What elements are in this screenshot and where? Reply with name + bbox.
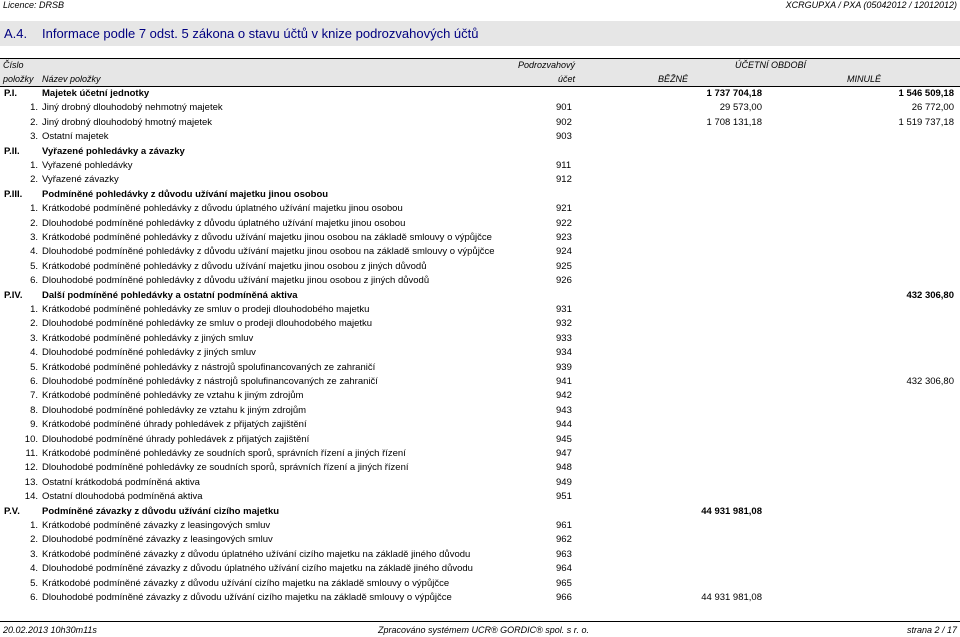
row-name: Podmíněné závazky z důvodu užívání cizího majetku bbox=[42, 505, 280, 517]
section-title-band bbox=[0, 21, 960, 46]
row-number: 1. bbox=[30, 203, 38, 215]
row-account: 941 bbox=[556, 376, 572, 387]
section-row bbox=[0, 188, 960, 202]
row-name: Ostatní dlouhodobá podmíněná aktiva bbox=[42, 491, 203, 503]
top-bar bbox=[0, 0, 960, 10]
row-previous: 1 546 509,18 bbox=[898, 88, 954, 99]
table-row bbox=[0, 260, 960, 274]
row-number: 5. bbox=[30, 361, 38, 373]
row-account: 963 bbox=[556, 548, 572, 560]
row-name: Krátkodobé podmíněné závazky z leasingových smluv bbox=[42, 520, 271, 531]
row-section-code: P.I. bbox=[4, 88, 18, 99]
row-name: Vyřazené pohledávky a závazky bbox=[42, 145, 185, 157]
row-number: 10. bbox=[24, 433, 38, 445]
row-account: 934 bbox=[556, 347, 572, 359]
row-account: 925 bbox=[556, 260, 572, 272]
row-name: Dlouhodobé podmíněné závazky z důvodu užívání cizího majetku na základě smlouvy o výpůjčce bbox=[42, 592, 452, 603]
table-row bbox=[0, 130, 960, 144]
row-name: Dlouhodobé podmíněné závazky z leasingových smluv bbox=[42, 534, 273, 546]
section-row bbox=[0, 145, 960, 159]
row-number: 4. bbox=[30, 347, 38, 359]
row-name: Dlouhodobé podmíněné pohledávky z důvodu úplatného užívání majetku jinou osobou bbox=[42, 217, 406, 229]
row-number: 13. bbox=[24, 476, 38, 488]
table-row bbox=[0, 317, 960, 331]
row-name: Krátkodobé podmíněné pohledávky z důvodu úplatného užívání majetku jinou osobou bbox=[42, 203, 403, 215]
table-row bbox=[0, 461, 960, 475]
table-row bbox=[0, 346, 960, 360]
table-row bbox=[0, 303, 960, 317]
row-section-code: P.II. bbox=[4, 145, 20, 157]
table-row bbox=[0, 389, 960, 403]
row-name: Krátkodobé podmíněné pohledávky z jiných smluv bbox=[42, 332, 254, 344]
row-account: 902 bbox=[556, 116, 572, 128]
table-row bbox=[0, 548, 960, 562]
row-section-code: P.III. bbox=[4, 188, 23, 200]
table-row bbox=[0, 404, 960, 418]
section-row bbox=[0, 505, 960, 519]
row-account: 903 bbox=[556, 131, 572, 143]
table-row bbox=[0, 562, 960, 576]
table-header bbox=[0, 59, 960, 86]
row-name: Jiný drobný dlouhodobý hmotný majetek bbox=[42, 116, 213, 128]
row-number: 5. bbox=[30, 260, 38, 272]
row-account: 949 bbox=[556, 476, 572, 488]
row-name: Dlouhodobé podmíněné pohledávky ze vztahu k jiným zdrojům bbox=[42, 404, 307, 416]
row-number: 12. bbox=[24, 462, 38, 474]
row-number: 6. bbox=[30, 275, 38, 287]
header-bezne: BĚŽNÉ bbox=[658, 74, 689, 84]
table-row bbox=[0, 116, 960, 130]
section-title: Informace podle 7 odst. 5 zákona o stavu účtů v knize podrozvahových účtů bbox=[42, 26, 479, 41]
row-number: 6. bbox=[30, 376, 38, 387]
row-number: 6. bbox=[30, 592, 38, 603]
row-name: Dlouhodobé podmíněné závazky z důvodu úplatného užívání cizího majetku na základě jiného důvodu bbox=[42, 563, 473, 575]
row-current: 44 931 981,08 bbox=[701, 505, 762, 517]
table-row bbox=[0, 418, 960, 432]
row-name: Krátkodobé podmíněné pohledávky z nástrojů spolufinancovaných ze zahraničí bbox=[42, 361, 376, 373]
table-row bbox=[0, 274, 960, 288]
row-account: 901 bbox=[556, 102, 572, 114]
footer-page: strana 2 / 17 bbox=[906, 625, 957, 635]
table-row bbox=[0, 173, 960, 187]
row-number: 2. bbox=[30, 318, 38, 330]
footer-rule bbox=[0, 621, 960, 622]
row-number: 5. bbox=[30, 577, 38, 589]
header-cislo: Číslo bbox=[3, 60, 24, 70]
row-number: 3. bbox=[30, 131, 38, 143]
row-name: Jiný drobný dlouhodobý nehmotný majetek bbox=[42, 102, 223, 114]
row-section-code: P.IV. bbox=[4, 289, 23, 301]
row-name: Dlouhodobé podmíněné pohledávky z nástrojů spolufinancovaných ze zahraničí bbox=[42, 376, 378, 387]
row-current: 1 737 704,18 bbox=[706, 88, 762, 99]
row-name: Krátkodobé podmíněné pohledávky ze soudních sporů, správních řízení a jiných řízení bbox=[42, 448, 406, 459]
row-account: 965 bbox=[556, 577, 572, 589]
row-name: Krátkodobé podmíněné pohledávky z důvodu užívání majetku jinou osobou z jiných důvodů bbox=[42, 260, 427, 272]
row-account: 948 bbox=[556, 462, 572, 474]
row-account: 962 bbox=[556, 534, 572, 546]
row-number: 2. bbox=[30, 534, 38, 546]
row-current: 1 708 131,18 bbox=[706, 116, 762, 128]
header-ucetni-obdobi: ÚČETNÍ OBDOBÍ bbox=[735, 60, 807, 70]
row-number: 11. bbox=[25, 448, 38, 459]
row-account: 926 bbox=[556, 275, 572, 287]
row-previous: 1 519 737,18 bbox=[898, 116, 954, 128]
row-name: Krátkodobé podmíněné pohledávky z důvodu užívání majetku jinou osobou na základě smlouvy o výpůjčce bbox=[42, 232, 492, 243]
row-account: 933 bbox=[556, 332, 572, 344]
row-number: 7. bbox=[30, 390, 38, 402]
row-current: 44 931 981,08 bbox=[701, 592, 762, 603]
section-row bbox=[0, 289, 960, 303]
row-name: Ostatní krátkodobá podmíněná aktiva bbox=[42, 476, 200, 488]
row-account: 943 bbox=[556, 404, 572, 416]
row-account: 931 bbox=[556, 304, 572, 315]
row-previous: 26 772,00 bbox=[911, 102, 954, 114]
row-name: Vyřazené pohledávky bbox=[42, 160, 133, 171]
row-account: 939 bbox=[556, 361, 572, 373]
row-account: 964 bbox=[556, 563, 572, 575]
table-row bbox=[0, 361, 960, 375]
row-name: Dlouhodobé podmíněné pohledávky z důvodu užívání majetku jinou osobou na základě smlouvy o výpůjčce bbox=[42, 246, 495, 258]
row-name: Podmíněné pohledávky z důvodu užívání majetku jinou osobou bbox=[42, 188, 329, 200]
row-name: Krátkodobé podmíněné pohledávky ze vztahu k jiným zdrojům bbox=[42, 390, 304, 402]
row-number: 1. bbox=[30, 520, 38, 531]
table-row bbox=[0, 101, 960, 115]
table-row bbox=[0, 245, 960, 259]
row-account: 924 bbox=[556, 246, 572, 258]
header-minule: MINULÉ bbox=[847, 74, 882, 84]
row-account: 966 bbox=[556, 592, 572, 603]
table-row bbox=[0, 591, 960, 605]
row-account: 951 bbox=[556, 491, 572, 503]
row-number: 14. bbox=[24, 491, 38, 503]
row-name: Dlouhodobé podmíněné pohledávky z důvodu užívání majetku jinou osobou z jiných důvodů bbox=[42, 275, 430, 287]
row-name: Ostatní majetek bbox=[42, 131, 109, 143]
footer-date: 20.02.2013 10h30m11s bbox=[3, 625, 97, 635]
row-current: 29 573,00 bbox=[719, 102, 762, 114]
table-row bbox=[0, 519, 960, 533]
row-previous: 432 306,80 bbox=[906, 376, 954, 387]
row-number: 3. bbox=[30, 548, 38, 560]
row-account: 921 bbox=[556, 203, 572, 215]
table-row bbox=[0, 375, 960, 389]
row-account: 942 bbox=[556, 390, 572, 402]
row-number: 2. bbox=[30, 174, 38, 186]
row-number: 1. bbox=[30, 160, 38, 171]
header-nazev: Název položky bbox=[42, 74, 101, 84]
row-account: 923 bbox=[556, 232, 572, 243]
row-name: Krátkodobé podmíněné závazky z důvodu úplatného užívání cizího majetku na základě jiného důvodu bbox=[42, 548, 471, 560]
license-text: Licence: DRSB bbox=[3, 0, 65, 10]
table-row bbox=[0, 231, 960, 245]
row-name: Dlouhodobé podmíněné pohledávky z jiných smluv bbox=[42, 347, 256, 359]
table-row bbox=[0, 533, 960, 547]
row-account: 944 bbox=[556, 419, 572, 431]
row-name: Dlouhodobé podmíněné úhrady pohledávek z přijatých zajištění bbox=[42, 433, 310, 445]
row-name: Krátkodobé podmíněné úhrady pohledávek z přijatých zajištění bbox=[42, 419, 307, 431]
row-name: Krátkodobé podmíněné pohledávky ze smluv o prodeji dlouhodobého majetku bbox=[42, 304, 370, 315]
row-name: Krátkodobé podmíněné závazky z důvodu užívání cizího majetku na základě smlouvy o výpůjčce bbox=[42, 577, 450, 589]
row-number: 8. bbox=[30, 404, 38, 416]
table-row bbox=[0, 433, 960, 447]
row-section-code: P.V. bbox=[4, 505, 20, 517]
row-name: Majetek účetní jednotky bbox=[42, 88, 150, 99]
row-account: 911 bbox=[556, 160, 572, 171]
row-account: 912 bbox=[556, 174, 572, 186]
header-podrozvahovy: Podrozvahový bbox=[517, 60, 575, 70]
footer-system: Zpracováno systémem UCR® GORDIC® spol. s r. o. bbox=[378, 625, 589, 635]
footer bbox=[0, 624, 960, 636]
header-ucet: účet bbox=[557, 74, 575, 84]
row-number: 1. bbox=[30, 304, 38, 315]
row-name: Vyřazené závazky bbox=[42, 174, 119, 186]
row-number: 3. bbox=[30, 332, 38, 344]
table-row bbox=[0, 447, 960, 461]
row-account: 922 bbox=[556, 217, 572, 229]
table-row bbox=[0, 577, 960, 591]
row-name: Další podmíněné pohledávky a ostatní podmíněná aktiva bbox=[42, 289, 298, 301]
row-number: 9. bbox=[30, 419, 38, 431]
header-polozky: položky bbox=[3, 74, 34, 84]
row-number: 2. bbox=[30, 217, 38, 229]
row-name: Dlouhodobé podmíněné pohledávky ze soudních sporů, správních řízení a jiných řízení bbox=[42, 462, 409, 474]
row-number: 4. bbox=[30, 246, 38, 258]
report-id: XCRGUPXA / PXA (05042012 / 12012012) bbox=[785, 0, 957, 10]
table-row bbox=[0, 490, 960, 504]
row-number: 1. bbox=[30, 102, 38, 114]
table-row bbox=[0, 217, 960, 231]
row-account: 945 bbox=[556, 433, 572, 445]
row-number: 3. bbox=[30, 232, 38, 243]
row-account: 947 bbox=[556, 448, 572, 459]
row-previous: 432 306,80 bbox=[906, 289, 954, 301]
row-account: 961 bbox=[556, 520, 572, 531]
table-row bbox=[0, 332, 960, 346]
row-account: 932 bbox=[556, 318, 572, 330]
row-number: 4. bbox=[30, 563, 38, 575]
section-row bbox=[0, 87, 960, 101]
section-code: A.4. bbox=[4, 26, 28, 41]
table-row bbox=[0, 476, 960, 490]
row-number: 2. bbox=[30, 116, 38, 128]
table-row bbox=[0, 202, 960, 216]
table-row bbox=[0, 159, 960, 173]
row-name: Dlouhodobé podmíněné pohledávky ze smluv o prodeji dlouhodobého majetku bbox=[42, 318, 373, 330]
